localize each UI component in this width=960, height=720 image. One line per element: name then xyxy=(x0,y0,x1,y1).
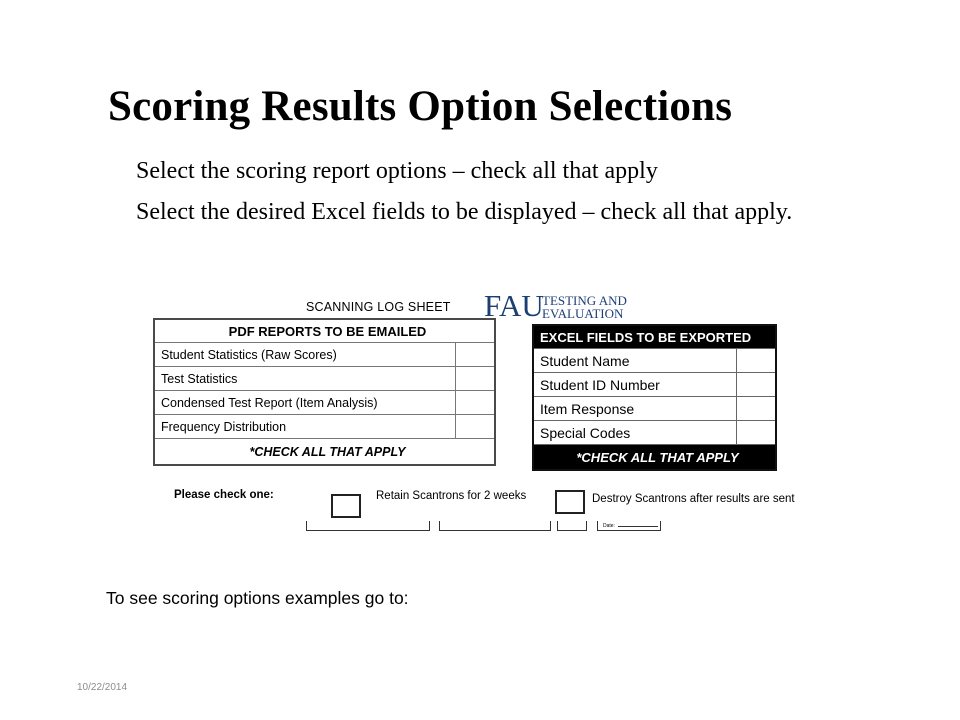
fau-logo-mark: FAU xyxy=(484,290,544,318)
signature-field xyxy=(439,521,551,531)
signature-field xyxy=(306,521,430,531)
table-row xyxy=(533,373,776,397)
pdf-row-label: Condensed Test Report (Item Analysis) xyxy=(154,391,456,415)
destroy-option-label: Destroy Scantrons after results are sent xyxy=(592,493,795,505)
checkbox-cell[interactable] xyxy=(456,415,496,439)
table-row xyxy=(154,343,495,367)
checkbox-cell[interactable] xyxy=(737,349,777,373)
checkbox-cell[interactable] xyxy=(456,367,496,391)
excel-row-label: Special Codes xyxy=(533,421,737,445)
table-row xyxy=(154,367,495,391)
fau-logo-text xyxy=(542,294,627,318)
table-row xyxy=(154,415,495,439)
table-row xyxy=(533,397,776,421)
pdf-row-label: Test Statistics xyxy=(154,367,456,391)
scanning-log-sheet-image xyxy=(150,290,830,540)
slide-title: Scoring Results Option Selections xyxy=(108,83,733,130)
pdf-table-footer: *CHECK ALL THAT APPLY xyxy=(154,439,495,466)
destroy-checkbox[interactable] xyxy=(555,490,585,514)
excel-row-label: Student ID Number xyxy=(533,373,737,397)
checkbox-cell[interactable] xyxy=(737,373,777,397)
checkbox-cell[interactable] xyxy=(737,421,777,445)
excel-row-label: Item Response xyxy=(533,397,737,421)
checkbox-cell[interactable] xyxy=(737,397,777,421)
please-check-label: Please check one: xyxy=(174,489,274,501)
retain-option-label: Retain Scantrons for 2 weeks xyxy=(376,490,527,502)
examples-info-text: To see scoring options examples go to: xyxy=(106,588,409,608)
excel-table-footer: *CHECK ALL THAT APPLY xyxy=(533,445,776,471)
bullet-scoring-report: Select the scoring report options – check all that apply xyxy=(136,158,658,184)
date-field-label: Date: xyxy=(603,523,615,529)
excel-table-header: EXCEL FIELDS TO BE EXPORTED xyxy=(533,325,776,349)
excel-row-label: Student Name xyxy=(533,349,737,373)
initials-field xyxy=(557,521,587,531)
pdf-table-header: PDF REPORTS TO BE EMAILED xyxy=(154,319,495,343)
checkbox-cell[interactable] xyxy=(456,391,496,415)
bullet-excel-fields: Select the desired Excel fields to be displayed – check all that apply. xyxy=(136,199,793,225)
excel-fields-table xyxy=(532,324,777,471)
date-line xyxy=(618,526,658,527)
scan-sheet-title: SCANNING LOG SHEET xyxy=(306,300,451,314)
table-row xyxy=(533,349,776,373)
pdf-row-label: Frequency Distribution xyxy=(154,415,456,439)
retain-checkbox[interactable] xyxy=(331,494,361,518)
slide-date: 10/22/2014 xyxy=(77,682,128,693)
pdf-row-label: Student Statistics (Raw Scores) xyxy=(154,343,456,367)
logo-line-1: TESTING AND xyxy=(542,294,627,308)
logo-line-2: EVALUATION xyxy=(542,306,624,318)
checkbox-cell[interactable] xyxy=(456,343,496,367)
table-row xyxy=(533,421,776,445)
table-row xyxy=(154,391,495,415)
pdf-reports-table xyxy=(153,318,496,466)
